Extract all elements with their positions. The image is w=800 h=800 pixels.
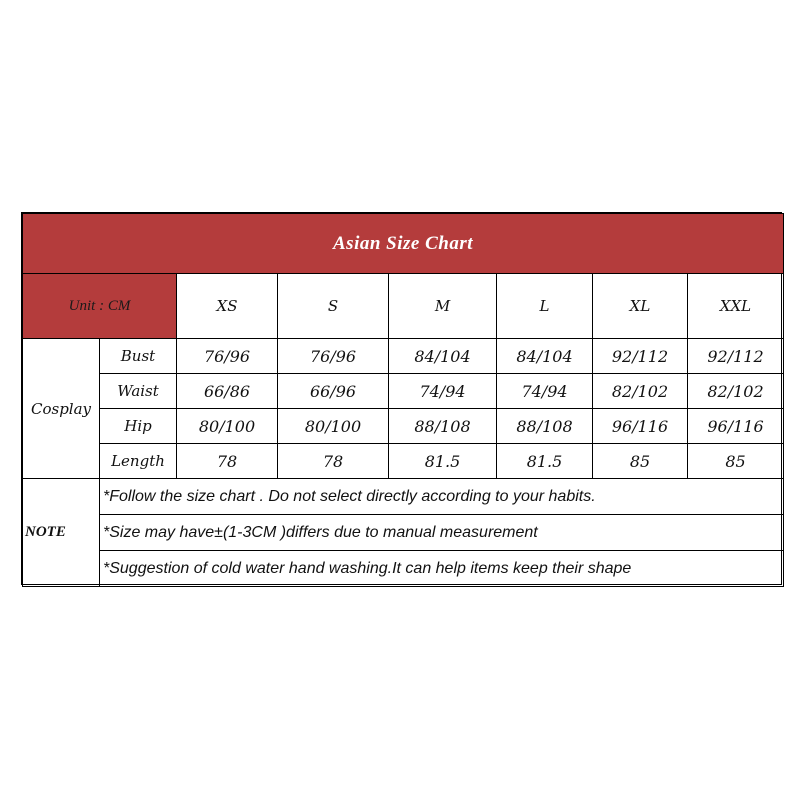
note-label: NOTE (23, 479, 100, 587)
size-value: 96/116 (593, 409, 688, 444)
size-value: 81.5 (389, 444, 497, 479)
note-text: *Size may have±(1-3CM )differs due to manual measurement (100, 515, 784, 551)
size-value: 78 (177, 444, 278, 479)
note-row (23, 551, 784, 587)
note-text: *Suggestion of cold water hand washing.It can help items keep their shape (100, 551, 784, 587)
size-value: 84/104 (497, 339, 593, 374)
size-value: 76/96 (177, 339, 278, 374)
size-value: 82/102 (593, 374, 688, 409)
size-header: XXL (688, 274, 784, 339)
size-chart-table (22, 213, 784, 587)
size-value: 85 (593, 444, 688, 479)
size-header: S (278, 274, 389, 339)
note-row (23, 515, 784, 551)
size-value: 88/108 (497, 409, 593, 444)
measurement-label: Bust (100, 339, 177, 374)
note-row (23, 479, 784, 515)
size-value: 85 (688, 444, 784, 479)
size-value: 80/100 (177, 409, 278, 444)
measurement-label: Waist (100, 374, 177, 409)
unit-label: Unit : CM (23, 274, 177, 339)
size-value: 81.5 (497, 444, 593, 479)
note-text: *Follow the size chart . Do not select directly according to your habits. (100, 479, 784, 515)
table-row (23, 409, 784, 444)
table-row (23, 339, 784, 374)
size-value: 80/100 (278, 409, 389, 444)
table-row (23, 444, 784, 479)
table-row (23, 374, 784, 409)
size-value: 66/86 (177, 374, 278, 409)
size-value: 88/108 (389, 409, 497, 444)
size-header: L (497, 274, 593, 339)
size-value: 82/102 (688, 374, 784, 409)
measurement-label: Length (100, 444, 177, 479)
size-value: 74/94 (389, 374, 497, 409)
size-value: 74/94 (497, 374, 593, 409)
size-header: M (389, 274, 497, 339)
size-value: 84/104 (389, 339, 497, 374)
size-header: XS (177, 274, 278, 339)
measurement-label: Hip (100, 409, 177, 444)
size-header: XL (593, 274, 688, 339)
group-label: Cosplay (23, 339, 100, 479)
chart-title: Asian Size Chart (23, 214, 784, 274)
size-value: 92/112 (593, 339, 688, 374)
size-value: 78 (278, 444, 389, 479)
size-chart (21, 212, 782, 585)
size-value: 76/96 (278, 339, 389, 374)
size-value: 66/96 (278, 374, 389, 409)
size-value: 96/116 (688, 409, 784, 444)
size-value: 92/112 (688, 339, 784, 374)
